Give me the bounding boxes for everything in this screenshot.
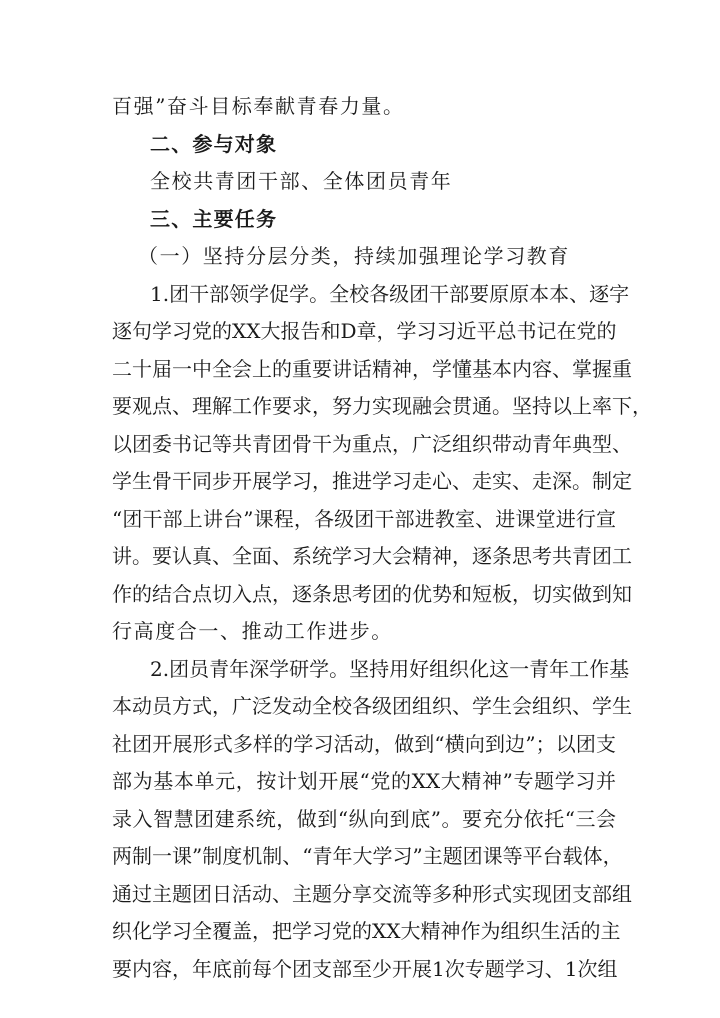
text-line: “团干部上讲台”课程，各级团干部进教室、进课堂进行宣	[112, 506, 616, 531]
text-line: 学生骨干同步开展学习，推进学习走心、走实、走深。制定	[112, 469, 632, 493]
text-line: 百强”奋斗目标奉献青春力量。	[112, 94, 405, 118]
text-line: 逐句学习党的XX大报告和D章，学习习近平总书记在党的	[112, 319, 617, 343]
subsection-heading: （一）坚持分层分类，持续加强理论学习教育	[138, 244, 570, 268]
text-line: 行高度合一、推动工作进步。	[112, 619, 393, 643]
text-line: 讲。要认真、全面、系统学习大会精神，逐条思考共青团工	[112, 544, 632, 568]
text-line: 织化学习全覆盖，把学习党的XX大精神作为组织生活的主	[112, 919, 621, 943]
text-line: 本动员方式，广泛发动全校各级团组织、学生会组织、学生	[112, 694, 632, 718]
text-line: 部为基本单元，按计划开展“党的XX大精神”专题学习并	[112, 769, 616, 793]
text-line: 1.团干部领学促学。全校各级团干部要原原本本、逐字	[150, 281, 630, 306]
text-line: 录入智慧团建系统，做到“纵向到底”。要充分依托“三会	[112, 806, 616, 831]
text-line: 要内容，年底前每个团支部至少开展1次专题学习、1次组	[112, 956, 618, 981]
text-line: 二十届一中全会上的重要讲话精神，学懂基本内容、掌握重	[112, 356, 632, 381]
text-line: 2.团员青年深学研学。坚持用好组织化这一青年工作基	[150, 656, 630, 681]
text-line: 两制一课”制度机制、“青年大学习”主题团课等平台载体，	[112, 844, 623, 868]
text-line: 要观点、理解工作要求，努力实现融会贯通。坚持以上率下，	[112, 394, 652, 418]
section-heading-participants: 二、参与对象	[150, 131, 278, 156]
text-line: 作的结合点切入点，逐条思考团的优势和短板，切实做到知	[112, 581, 632, 606]
section-heading-main-tasks: 三、主要任务	[150, 206, 278, 231]
text-line: 通过主题团日活动、主题分享交流等多种形式实现团支部组	[112, 881, 632, 906]
text-line: 社团开展形式多样的学习活动，做到“横向到边”；以团支	[112, 731, 616, 756]
text-line: 以团委书记等共青团骨干为重点，广泛组织带动青年典型、	[112, 431, 632, 456]
text-line: 全校共青团干部、全体团员青年	[150, 169, 453, 193]
